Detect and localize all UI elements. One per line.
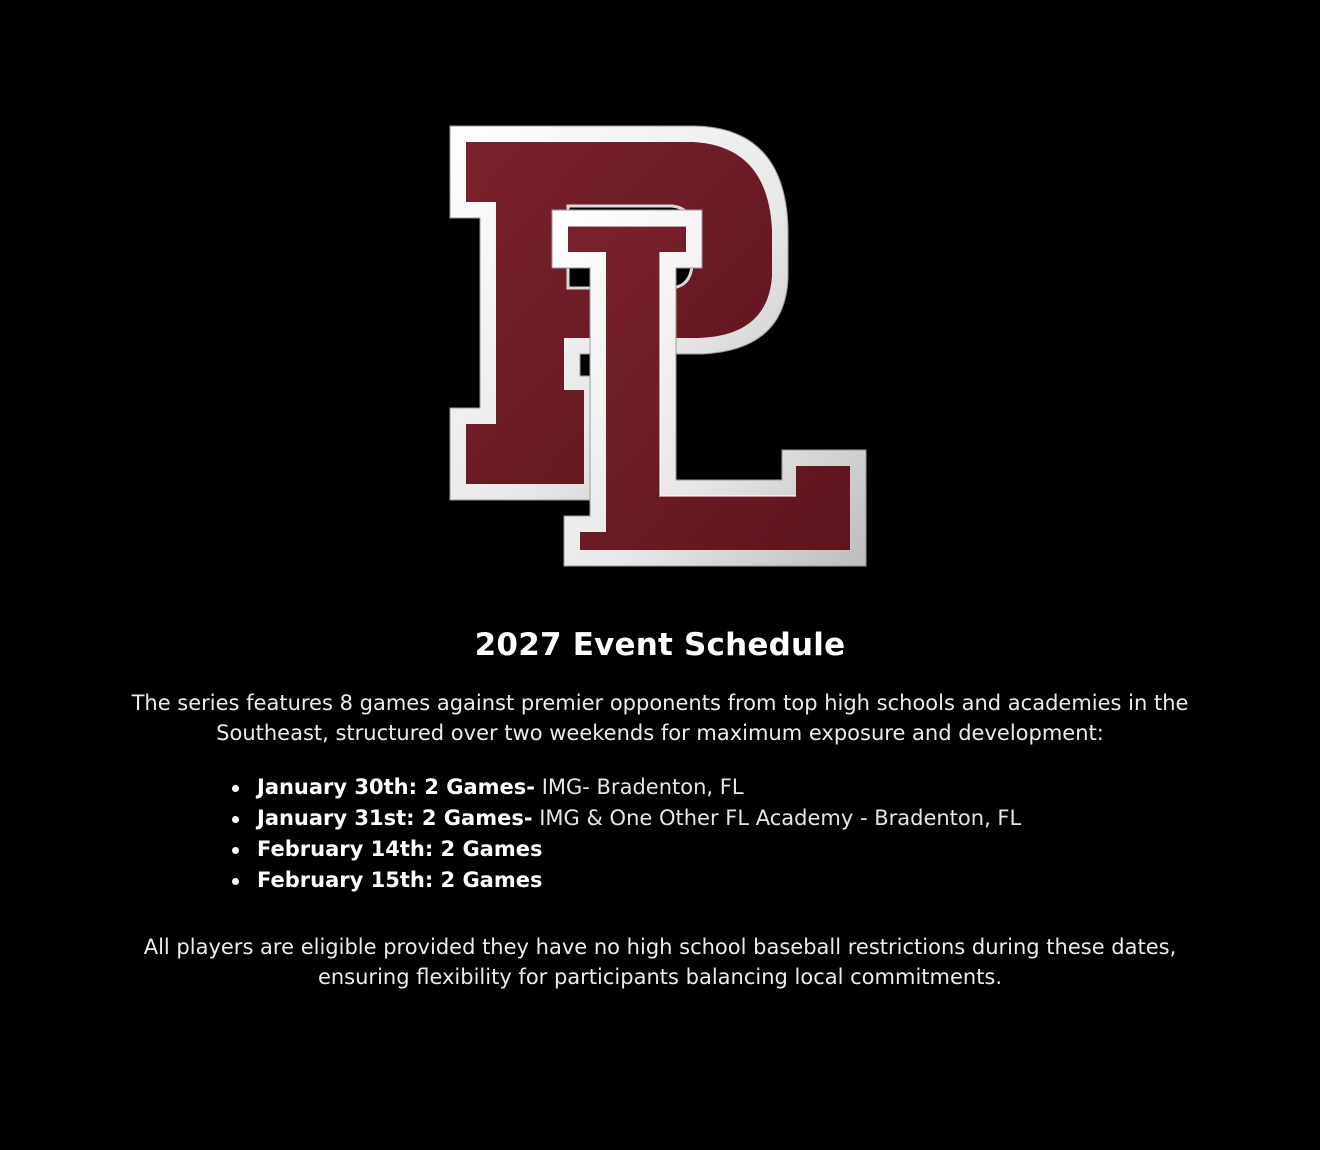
event-location: IMG- Bradenton, FL [535,775,744,799]
eligibility-paragraph: All players are eligible provided they have no high school baseball restrictions during these dates, ensuring flexibility for participants balancing local commitments. [143,935,1177,989]
list-item [228,803,1021,834]
event-date-label: January 31st: 2 Games- [257,806,533,830]
list-item [228,772,1021,803]
event-location: IMG & One Other FL Academy - Bradenton, FL [532,806,1022,830]
list-item [228,865,1021,896]
list-item [228,834,1021,865]
pl-monogram-logo-icon [440,118,876,574]
event-date-label: January 30th: 2 Games- [257,775,536,799]
page-title: 2027 Event Schedule [474,627,846,663]
event-date-label: February 15th: 2 Games [257,868,543,892]
event-date-label: February 14th: 2 Games [257,837,543,861]
intro-paragraph: The series features 8 games against premier opponents from top high schools and academies in the Southeast, structured over two weekends for maximum exposure and development: [131,691,1189,745]
event-schedule-list [228,772,1021,896]
